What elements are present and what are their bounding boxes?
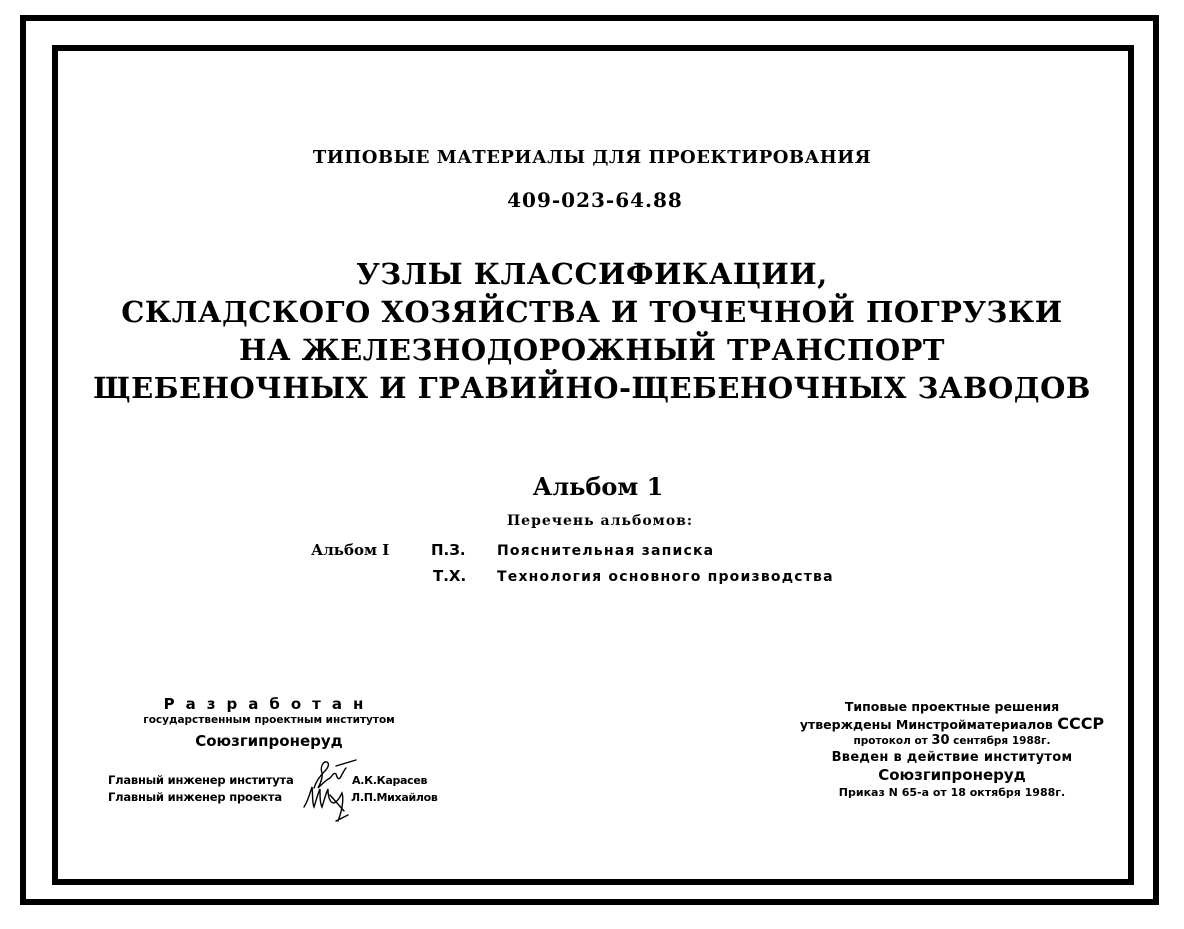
main-title-line: УЗЛЫ КЛАССИФИКАЦИИ, xyxy=(356,257,828,291)
approval-line xyxy=(772,715,1132,733)
signer-name: Л.П.Михайлов xyxy=(351,791,438,804)
developer-org: государственным проектным институтом xyxy=(143,714,395,726)
main-title-line: ЩЕБЕНОЧНЫХ И ГРАВИЙНО-ЩЕБЕНОЧНЫХ ЗАВОДОВ xyxy=(93,371,1091,405)
approval-line: Введен в действие институтом xyxy=(831,750,1073,765)
approval-text: утверждены Минстройматериалов xyxy=(799,717,1053,732)
main-title-line: СКЛАДСКОГО ХОЗЯЙСТВА И ТОЧЕЧНОЙ ПОГРУЗКИ xyxy=(121,295,1063,329)
approval-text: протокол от xyxy=(853,735,928,747)
document-code: П.З. xyxy=(431,541,466,559)
albums-list-heading: Перечень альбомов: xyxy=(506,513,694,529)
document-code: Т.Х. xyxy=(433,567,467,585)
signer-name: А.К.Карасев xyxy=(352,774,428,787)
approval-text: сентября 1988г. xyxy=(953,735,1051,747)
approval-order: Приказ N 65-а от 18 октября 1988г. xyxy=(838,786,1066,799)
developer-heading: Разработан xyxy=(163,695,375,713)
approval-block xyxy=(772,698,1132,802)
album-heading: Альбом 1 xyxy=(532,472,664,501)
album-label: Альбом I xyxy=(311,541,390,559)
approval-protocol xyxy=(772,733,1132,749)
signer-role: Главный инженер института xyxy=(108,773,294,787)
approval-line: Типовые проектные решения xyxy=(844,699,1060,714)
developer-institute: Союзгипронеруд xyxy=(195,732,343,750)
series-code: 409-023-64.88 xyxy=(507,188,683,212)
approval-org: СССР xyxy=(1057,714,1105,733)
approval-institute: Союзгипронеруд xyxy=(878,766,1026,784)
series-title: ТИПОВЫЕ МАТЕРИАЛЫ ДЛЯ ПРОЕКТИРОВАНИЯ xyxy=(312,147,872,168)
signer-role: Главный инженер проекта xyxy=(108,790,282,804)
approval-day: 30 xyxy=(931,733,950,748)
developer-block xyxy=(108,695,430,750)
main-title-line: НА ЖЕЛЕЗНОДОРОЖНЫЙ ТРАНСПОРТ xyxy=(238,333,946,367)
document-title: Пояснительная записка xyxy=(497,543,715,559)
main-title xyxy=(0,255,1184,407)
signature-project-engineer xyxy=(300,781,354,827)
document-title: Технология основного производства xyxy=(497,569,834,585)
